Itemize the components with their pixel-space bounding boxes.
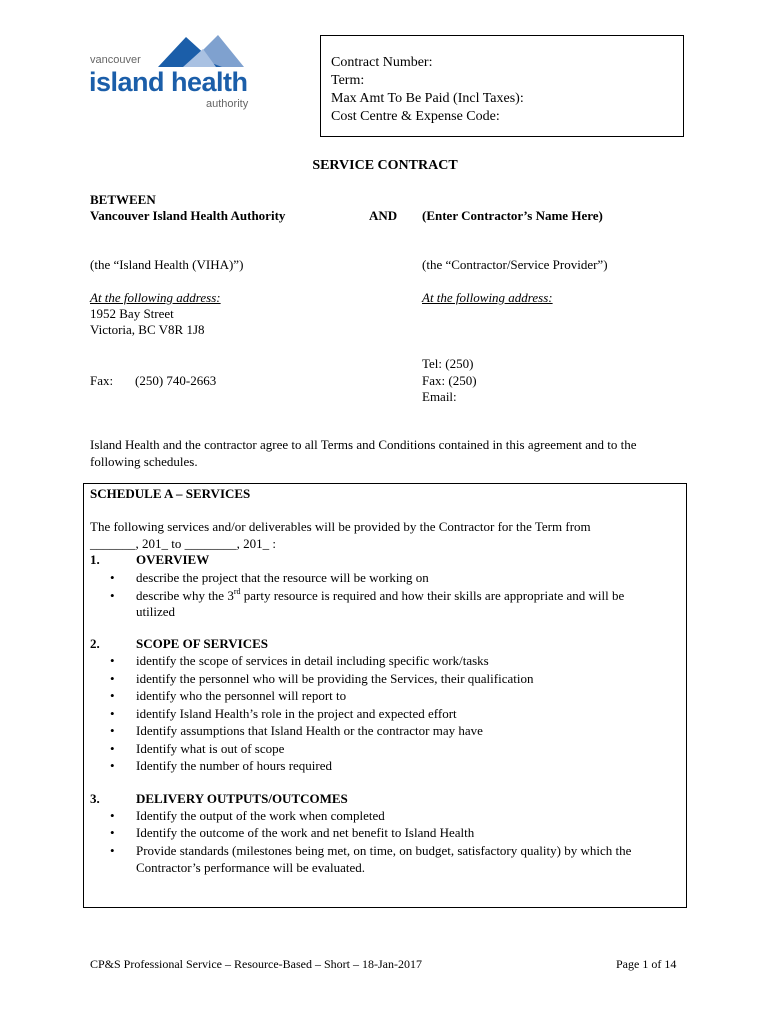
contract-number-label: Contract Number:: [331, 55, 433, 70]
bullet-icon: •: [110, 588, 115, 603]
between-label: BETWEEN: [90, 192, 156, 207]
party1-fax: (250) 740-2663: [135, 373, 217, 388]
mountain-logo-icon: [88, 33, 258, 113]
list-item: Identify the output of the work when completed: [136, 808, 385, 823]
bullet-icon: •: [110, 825, 115, 840]
party1-alias: (the “Island Health (VIHA)”): [90, 257, 244, 272]
bullet-icon: •: [110, 741, 115, 756]
party1-fax-label: Fax:: [90, 373, 114, 388]
schedule-intro-line2: _______, 201_ to ________, 201_ :: [90, 536, 276, 551]
list-item: Identify assumptions that Island Health or the contractor may have: [136, 723, 483, 738]
section-number: 2.: [90, 636, 100, 651]
party1-city: Victoria, BC V8R 1J8: [90, 322, 205, 337]
logo-line2: island health: [89, 67, 248, 97]
party2-fax: Fax: (250): [422, 373, 477, 388]
bullet-icon: •: [110, 808, 115, 823]
term-label: Term:: [331, 73, 365, 88]
section-heading-scope: SCOPE OF SERVICES: [136, 636, 268, 651]
bullet-icon: •: [110, 758, 115, 773]
list-item: Identify what is out of scope: [136, 741, 285, 756]
schedule-title: SCHEDULE A – SERVICES: [90, 486, 251, 501]
contract-info-box: [320, 35, 684, 137]
list-item: Provide standards (milestones being met, on time, on budget, satisfactory quality) by which the: [136, 843, 632, 858]
footer-document-id: CP&S Professional Service – Resource-Based – Short – 18-Jan-2017: [90, 957, 422, 971]
bullet-icon: •: [110, 570, 115, 585]
footer-page-number: Page 1 of 14: [616, 957, 677, 971]
section-heading-delivery: DELIVERY OUTPUTS/OUTCOMES: [136, 791, 348, 806]
logo-line1: vancouver: [90, 54, 141, 66]
party2-alias: (the “Contractor/Service Provider”): [422, 257, 608, 272]
island-health-logo: [88, 33, 258, 113]
list-item: identify who the personnel will report to: [136, 688, 347, 703]
list-item: identify the scope of services in detail including specific work/tasks: [136, 653, 489, 668]
bullet-icon: •: [110, 653, 115, 668]
party2-address-label: At the following address:: [422, 290, 553, 305]
bullet-icon: •: [110, 688, 115, 703]
party2-tel: Tel: (250): [422, 356, 474, 371]
list-item: identify Island Health’s role in the project and expected effort: [136, 706, 457, 721]
list-item: describe the project that the resource will be working on: [136, 570, 429, 585]
list-item-continuation: utilized: [136, 604, 175, 619]
party1-name: Vancouver Island Health Authority: [90, 208, 286, 223]
logo-line3: authority: [206, 98, 249, 110]
bullet-icon: •: [110, 706, 115, 721]
document-title: SERVICE CONTRACT: [312, 158, 458, 173]
bullet-icon: •: [110, 671, 115, 686]
and-label: AND: [369, 208, 398, 223]
agreement-line1: Island Health and the contractor agree to all Terms and Conditions contained in this agreement and to the: [90, 437, 637, 452]
section-number: 1.: [90, 552, 100, 567]
list-item: Identify the number of hours required: [136, 758, 333, 773]
party2-email: Email:: [422, 389, 457, 404]
agreement-line2: following schedules.: [90, 454, 198, 469]
party1-street: 1952 Bay Street: [90, 306, 174, 321]
section-heading-overview: OVERVIEW: [136, 552, 210, 567]
cost-centre-label: Cost Centre & Expense Code:: [331, 109, 500, 124]
list-item: identify the personnel who will be providing the Services, their qualification: [136, 671, 534, 686]
party1-address-label: At the following address:: [90, 290, 221, 305]
bullet-icon: •: [110, 843, 115, 858]
list-item-continuation: Contractor’s performance will be evaluated.: [136, 860, 365, 875]
list-item: describe why the 3rd party resource is required and how their skills are appropriate and will be: [136, 587, 625, 603]
schedule-intro-line1: The following services and/or deliverables will be provided by the Contractor for the Term from: [90, 519, 591, 534]
list-item: Identify the outcome of the work and net benefit to Island Health: [136, 825, 475, 840]
party2-name-placeholder: (Enter Contractor’s Name Here): [422, 208, 603, 223]
max-amount-label: Max Amt To Be Paid (Incl Taxes):: [331, 91, 524, 106]
bullet-icon: •: [110, 723, 115, 738]
section-number: 3.: [90, 791, 100, 806]
